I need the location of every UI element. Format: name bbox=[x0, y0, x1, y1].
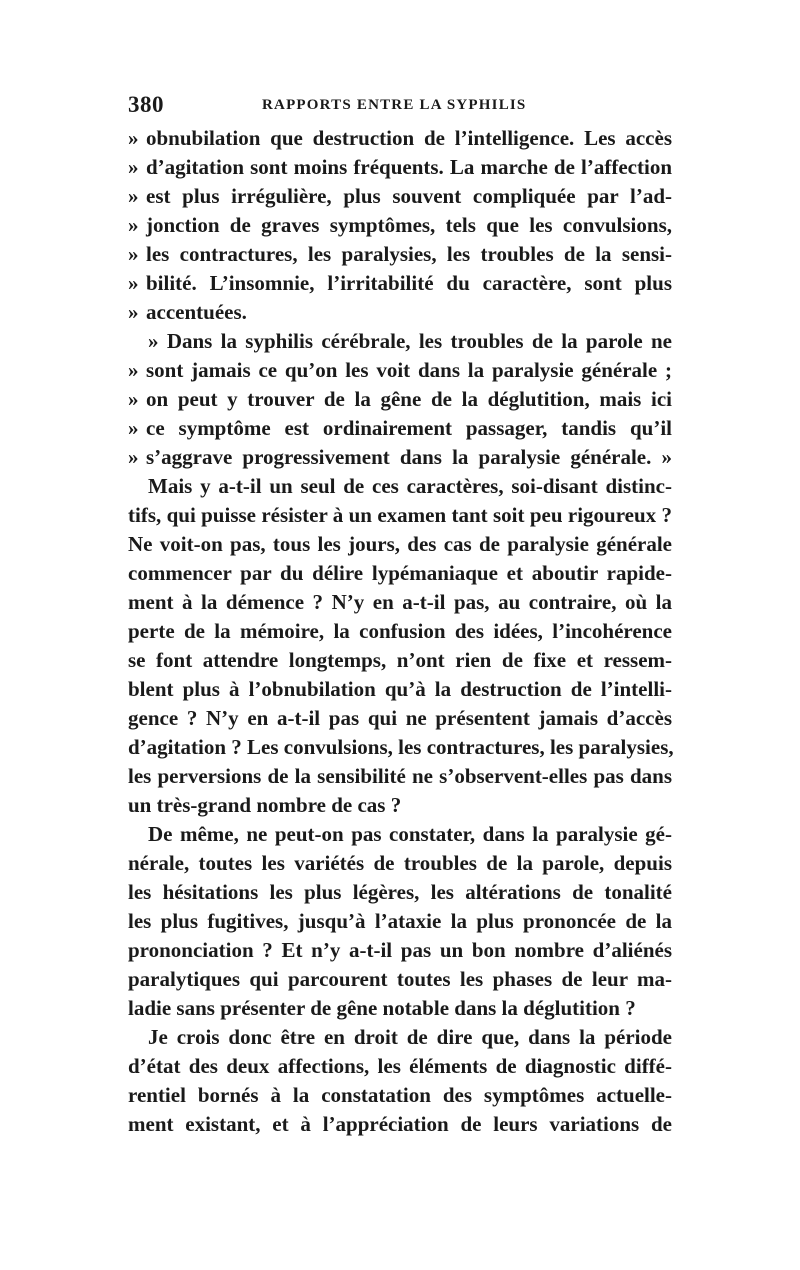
text-line: nérale, toutes les variétés de troubles de la parole, depuis bbox=[128, 851, 672, 875]
running-title: RAPPORTS ENTRE LA SYPHILIS bbox=[262, 97, 527, 113]
text-line: » les contractures, les paralysies, les troubles de la sensi- bbox=[128, 240, 672, 269]
text-line: gence ? N’y en a-t-il pas qui ne présentent jamais d’accès bbox=[128, 706, 672, 730]
text-line: ment existant, et à l’appréciation de leurs variations de bbox=[128, 1112, 672, 1136]
text-line: les perversions de la sensibilité ne s’observent-elles pas dans bbox=[128, 764, 672, 788]
text-line: Ne voit-on pas, tous les jours, des cas de paralysie générale bbox=[128, 532, 672, 556]
text-line: ment à la démence ? N’y en a-t-il pas, au contraire, où la bbox=[128, 590, 672, 614]
text-line: les hésitations les plus légères, les altérations de tonalité bbox=[128, 880, 672, 904]
text-line: prononciation ? Et n’y a-t-il pas un bon nombre d’aliénés bbox=[128, 938, 672, 962]
text-line: » obnubilation que destruction de l’intelligence. Les accès bbox=[128, 124, 672, 153]
text-line: » ce symptôme est ordinairement passager, tandis qu’il bbox=[128, 414, 672, 443]
page-header bbox=[128, 92, 672, 124]
text-line: se font attendre longtemps, n’ont rien de fixe et ressem- bbox=[128, 648, 672, 672]
text-line: » d’agitation sont moins fréquents. La marche de l’affection bbox=[128, 153, 672, 182]
text-line: paralytiques qui parcourent toutes les phases de leur ma- bbox=[128, 967, 672, 991]
text-line: » Dans la syphilis cérébrale, les troubles de la parole ne bbox=[148, 329, 672, 353]
text-line: d’agitation ? Les convulsions, les contractures, les paralysies, bbox=[128, 735, 674, 759]
page-number: 380 bbox=[128, 92, 164, 117]
text-line: tifs, qui puisse résister à un examen tant soit peu rigoureux ? bbox=[128, 503, 672, 527]
text-line: Je crois donc être en droit de dire que, dans la période bbox=[148, 1025, 672, 1049]
text-line: » jonction de graves symptômes, tels que les convulsions, bbox=[128, 211, 672, 240]
text-line: » s’aggrave progressivement dans la paralysie générale. » bbox=[128, 443, 672, 472]
text-line: » accentuées. bbox=[128, 298, 672, 327]
text-line: rentiel bornés à la constatation des symptômes actuelle- bbox=[128, 1083, 672, 1107]
text-line: les plus fugitives, jusqu’à l’ataxie la plus prononcée de la bbox=[128, 909, 672, 933]
text-line: » sont jamais ce qu’on les voit dans la paralysie générale ; bbox=[128, 356, 672, 385]
text-line: » bilité. L’insomnie, l’irritabilité du caractère, sont plus bbox=[128, 269, 672, 298]
text-line: » est plus irrégulière, plus souvent compliquée par l’ad- bbox=[128, 182, 672, 211]
text-line: perte de la mémoire, la confusion des idées, l’incohérence bbox=[128, 619, 672, 643]
text-line: commencer par du délire lypémaniaque et aboutir rapide- bbox=[128, 561, 672, 585]
text-line: De même, ne peut-on pas constater, dans la paralysie gé- bbox=[148, 822, 672, 846]
body-text bbox=[128, 124, 672, 1139]
text-line: un très-grand nombre de cas ? bbox=[128, 793, 402, 817]
text-line: ladie sans présenter de gêne notable dans la déglutition ? bbox=[128, 996, 636, 1020]
text-line: Mais y a-t-il un seul de ces caractères, soi-disant distinc- bbox=[148, 474, 672, 498]
text-line: » on peut y trouver de la gêne de la déglutition, mais ici bbox=[128, 385, 672, 414]
text-line: blent plus à l’obnubilation qu’à la destruction de l’intelli- bbox=[128, 677, 672, 701]
text-line: d’état des deux affections, les éléments de diagnostic diffé- bbox=[128, 1054, 672, 1078]
